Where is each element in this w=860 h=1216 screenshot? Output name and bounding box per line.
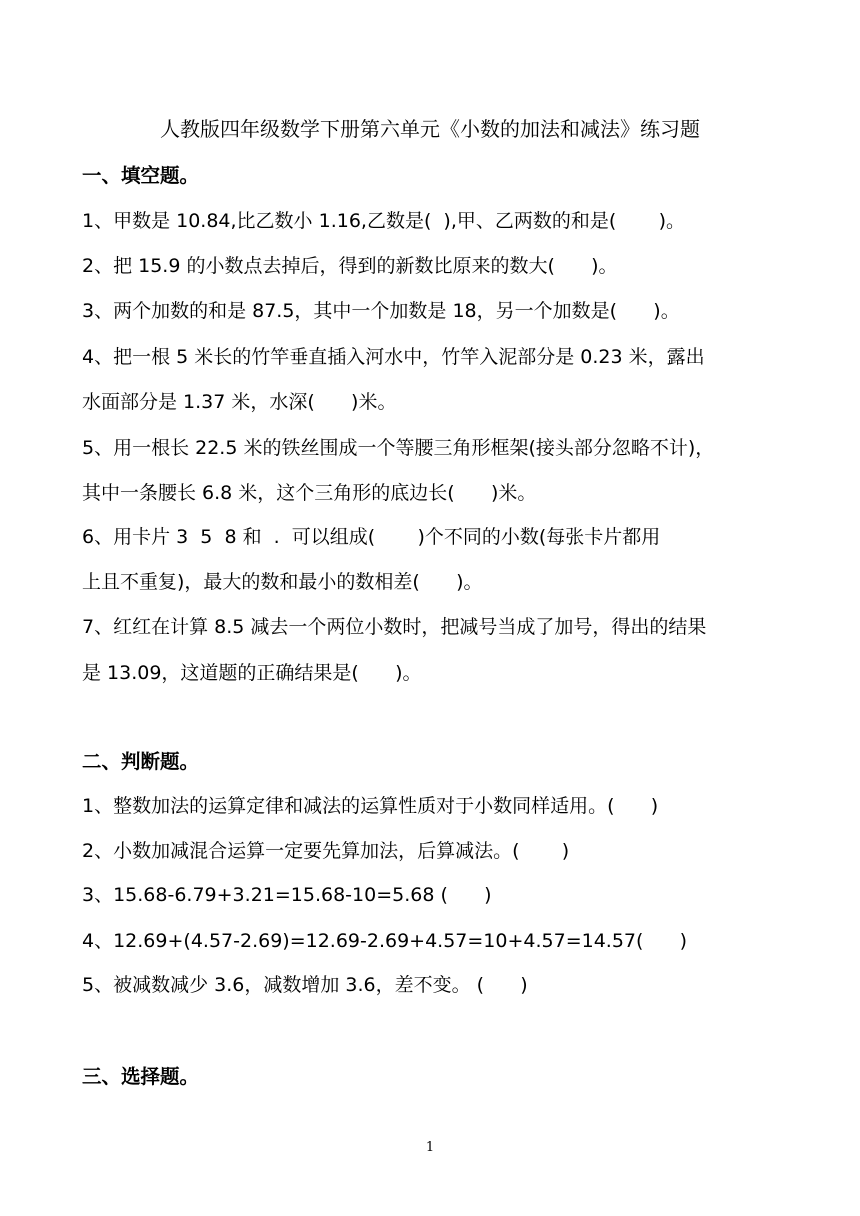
question-line: 6、用卡片 3 5 8 和 . 可以组成( )个不同的小数(每张卡片都用 (82, 526, 661, 548)
question-line: 7、红红在计算 8.5 减去一个两位小数时，把减号当成了加号，得出的结果 (82, 616, 707, 638)
question-line: 3、15.68-6.79+3.21=15.68-10=5.68 ( ) (82, 884, 492, 906)
question-line: 3、两个加数的和是 87.5，其中一个加数是 18，另一个加数是( )。 (82, 300, 680, 322)
question-line: 1、甲数是 10.84,比乙数小 1.16,乙数是( ),甲、乙两数的和是( )。 (82, 210, 685, 232)
page-number: 1 (425, 1140, 435, 1155)
section-heading-fill-in: 一、填空题。 (82, 164, 200, 187)
section-heading-true-false: 二、判断题。 (82, 750, 200, 773)
question-line: 上且不重复)，最大的数和最小的数相差( )。 (82, 571, 483, 593)
question-line: 其中一条腰长 6.8 米，这个三角形的底边长( )米。 (82, 482, 537, 504)
question-line: 4、12.69+(4.57-2.69)=12.69-2.69+4.57=10+4.57=14.57( ) (82, 930, 688, 952)
question-line: 2、把 15.9 的小数点去掉后，得到的新数比原来的数大( )。 (82, 255, 618, 277)
question-line: 2、小数加减混合运算一定要先算加法，后算减法。( ) (82, 840, 570, 862)
question-line: 水面部分是 1.37 米，水深( )米。 (82, 391, 397, 413)
question-line: 4、把一根 5 米长的竹竿垂直插入河水中，竹竿入泥部分是 0.23 米，露出 (82, 346, 705, 368)
document-title: 人教版四年级数学下册第六单元《小数的加法和减法》练习题 (160, 117, 700, 141)
question-line: 是 13.09，这道题的正确结果是( )。 (82, 662, 422, 684)
question-line: 5、被减数减少 3.6，减数增加 3.6，差不变。 ( ) (82, 974, 528, 996)
question-line: 1、整数加法的运算定律和减法的运算性质对于小数同样适用。( ) (82, 795, 659, 817)
question-line: 5、用一根长 22.5 米的铁丝围成一个等腰三角形框架(接头部分忽略不计)， (82, 437, 715, 459)
section-heading-multiple-choice: 三、选择题。 (82, 1065, 200, 1088)
